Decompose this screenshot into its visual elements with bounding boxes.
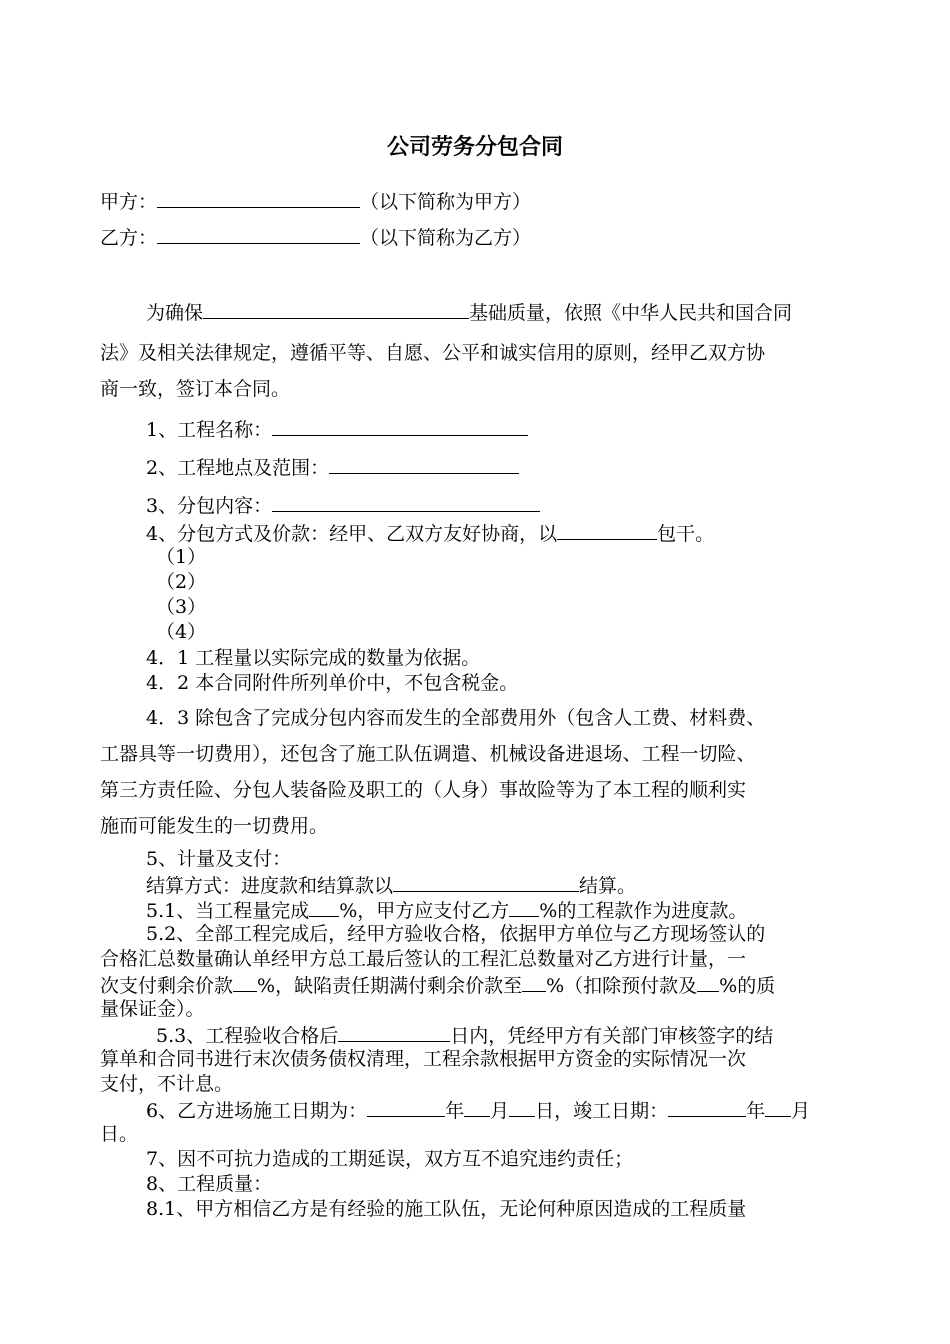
month-blank[interactable]	[464, 1096, 490, 1117]
party-b-note: （以下简称为乙方）	[360, 227, 532, 249]
year-label: 年	[445, 1100, 465, 1122]
clause-5-2-a: 次支付剩余价款	[100, 975, 234, 997]
clause-4-3-line: 4．3 除包含了完成分包内容而发生的全部费用外（包含人工费、材料费、	[146, 707, 766, 729]
clause-5-3-pre: 5.3、工程验收合格后	[156, 1025, 339, 1047]
content-blank[interactable]	[272, 491, 540, 512]
party-a-note: （以下简称为甲方）	[360, 191, 532, 213]
item-4-pre: 4、分包方式及价款：经甲、乙双方友好协商，以	[146, 523, 558, 545]
page-title: 公司劳务分包合同	[386, 135, 563, 160]
clause-5-2-line: 合格汇总数量确认单经甲方总工最后签认的工程汇总数量对乙方进行计量，一	[100, 948, 747, 970]
clause-5-1-c: %的工程款作为进度款。	[539, 900, 748, 922]
subitem: （2）	[156, 571, 207, 593]
clause-4-3-line: 工器具等一切费用），还包含了施工队伍调遣、机械设备进退场、工程一切险、	[100, 743, 756, 765]
intro-pre: 为确保	[146, 302, 204, 324]
settlement-post: 结算。	[579, 875, 637, 897]
clause-5-1-a: 5.1、当工程量完成	[146, 900, 310, 922]
item-3	[146, 491, 540, 519]
clause-5-2-line: 量保证金）。	[100, 998, 205, 1020]
clause-5-2-d: %的质	[719, 975, 776, 997]
clause-5-2-c: %（扣除预付款及	[546, 975, 698, 997]
item-1-label: 1、工程名称：	[146, 419, 273, 441]
month-label: 月	[490, 1100, 510, 1122]
percent-blank[interactable]	[697, 971, 719, 992]
clause-4-3-line: 第三方责任险、分包人装备险及职工的（人身）事故险等为了本工程的顺利实	[100, 779, 747, 801]
party-b-line	[100, 223, 531, 251]
percent-blank[interactable]	[233, 971, 257, 992]
clause-5-3-line	[156, 1021, 773, 1049]
year-blank[interactable]	[367, 1096, 445, 1117]
clause-4-1: 4．1 工程量以实际完成的数量为依据。	[146, 647, 481, 669]
party-a-blank[interactable]	[157, 187, 360, 208]
intro-post: 基础质量，依照《中华人民共和国合同	[469, 302, 793, 324]
section-6	[146, 1096, 810, 1124]
year-blank[interactable]	[668, 1096, 746, 1117]
clause-5-1	[146, 896, 747, 924]
subitem: （3）	[156, 596, 207, 618]
section-5: 5、计量及支付：	[146, 848, 292, 870]
section-6-end: 日。	[100, 1123, 139, 1145]
day-blank[interactable]	[509, 1096, 535, 1117]
intro-line-1	[146, 298, 792, 326]
section-7: 7、因不可抗力造成的工期延误，双方互不追究违约责任；	[146, 1148, 634, 1170]
settlement-blank[interactable]	[393, 871, 579, 892]
item-2-label: 2、工程地点及范围：	[146, 457, 330, 479]
clause-4-3-line: 施而可能发生的一切费用。	[100, 815, 329, 837]
settlement-pre: 结算方式：进度款和结算款以	[146, 875, 394, 897]
party-a-label: 甲方：	[100, 191, 158, 213]
month-label: 月	[791, 1100, 811, 1122]
project-name-blank[interactable]	[272, 415, 528, 436]
days-blank[interactable]	[338, 1021, 450, 1042]
party-b-label: 乙方：	[100, 227, 158, 249]
intro-line-2: 法》及相关法律规定，遵循平等、自愿、公平和诚实信用的原则，经甲乙双方协	[100, 342, 766, 364]
section-6-pre: 6、乙方进场施工日期为：	[146, 1100, 368, 1122]
month-blank[interactable]	[765, 1096, 791, 1117]
clause-5-2-b: %，缺陷责任期满付剩余价款至	[257, 975, 523, 997]
item-1	[146, 415, 528, 443]
lump-sum-blank[interactable]	[557, 519, 657, 540]
settlement-line	[146, 871, 636, 899]
clause-4-2: 4．2 本合同附件所列单价中，不包含税金。	[146, 672, 519, 694]
item-2	[146, 453, 519, 481]
subitem: （4）	[156, 621, 207, 643]
party-a-line	[100, 187, 531, 215]
percent-blank[interactable]	[309, 896, 339, 917]
clause-5-1-b: %，甲方应支付乙方	[339, 900, 510, 922]
clause-5-3-line: 支付，不计息。	[100, 1073, 234, 1095]
location-blank[interactable]	[329, 453, 519, 474]
item-4-post: 包干。	[657, 523, 715, 545]
intro-line-3: 商一致，签订本合同。	[100, 378, 291, 400]
project-blank[interactable]	[203, 298, 469, 319]
section-6-mid: 日，竣工日期：	[535, 1100, 669, 1122]
percent-blank[interactable]	[509, 896, 539, 917]
clause-5-2-line: 5.2、全部工程完成后，经甲方验收合格，依据甲方单位与乙方现场签认的	[146, 923, 766, 945]
item-3-label: 3、分包内容：	[146, 495, 273, 517]
percent-blank[interactable]	[522, 971, 546, 992]
clause-5-3-line: 算单和合同书进行末次债务债权清理，工程余款根据甲方资金的实际情况一次	[100, 1048, 747, 1070]
year-label: 年	[746, 1100, 766, 1122]
subitem: （1）	[156, 546, 207, 568]
clause-8-1: 8.1、甲方相信乙方是有经验的施工队伍，无论何种原因造成的工程质量	[146, 1198, 747, 1220]
item-4	[146, 519, 714, 547]
clause-5-3-post: 日内，凭经甲方有关部门审核签字的结	[450, 1025, 774, 1047]
party-b-blank[interactable]	[157, 223, 360, 244]
clause-5-2-line	[100, 971, 775, 999]
section-8: 8、工程质量：	[146, 1173, 273, 1195]
